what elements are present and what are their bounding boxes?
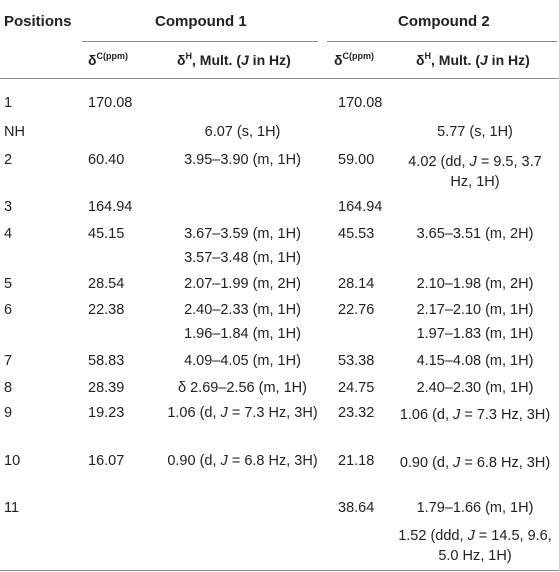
compound-1-underline <box>82 41 318 42</box>
table-cell-c1: 28.54 <box>88 276 125 292</box>
table-cell-h2: 2.40–2.30 (m, 1H) <box>416 380 534 396</box>
table-cell-c1: 19.23 <box>88 405 125 421</box>
table-cell-h1: 1.06 (d, J = 7.3 Hz, 3H) <box>167 405 318 421</box>
table-cell-position: 7 <box>4 353 13 369</box>
compound-2-underline <box>327 41 557 42</box>
table-cell-c1: 60.40 <box>88 152 125 168</box>
subheader-delta-c-1: $\delta^{C(ppm)}$ <box>88 51 128 68</box>
table-bottom-rule <box>0 570 559 571</box>
table-cell-position: 9 <box>4 405 13 421</box>
table-cell-h1: 2.07–1.99 (m, 2H) <box>184 276 301 292</box>
table-cell-position: 5 <box>4 276 13 292</box>
table-cell-c2: 22.76 <box>338 302 375 318</box>
subheader-delta-c-2: $\delta^{C(ppm)}$ <box>334 51 374 68</box>
table-cell-c2: 28.14 <box>338 276 375 292</box>
table-cell-h1: 0.90 (d, J = 6.8 Hz, 3H) <box>167 453 318 469</box>
table-cell-c2: 23.32 <box>338 405 375 421</box>
table-cell-position: 6 <box>4 302 13 318</box>
table-cell-position: 11 <box>4 500 20 516</box>
table-cell-h1: 2.40–2.33 (m, 1H) <box>184 302 301 318</box>
table-cell-position: 2 <box>4 152 13 168</box>
subheader-delta-h-2: $\delta^H$, Mult. (J in Hz) <box>416 51 530 68</box>
table-cell-c2: 170.08 <box>338 95 383 111</box>
table-cell-h2: 4.15–4.08 (m, 1H) <box>416 353 534 369</box>
table-cell-c2: 59.00 <box>338 152 375 168</box>
subheader-delta-h-1: $\delta^H$, Mult. (J in Hz) <box>177 51 291 68</box>
table-cell-c2: 53.38 <box>338 353 375 369</box>
table-cell-position: NH <box>4 124 25 140</box>
table-cell-h2: 2.17–2.10 (m, 1H) <box>416 302 534 318</box>
table-cell-h1: 3.57–3.48 (m, 1H) <box>184 250 301 266</box>
table-cell-position: 4 <box>4 226 13 242</box>
table-cell-position: 10 <box>4 453 21 469</box>
table-cell-h1: 6.07 (s, 1H) <box>204 124 281 140</box>
table-cell-h2: 5.77 (s, 1H) <box>437 124 513 140</box>
table-cell-c1: 28.39 <box>88 380 125 396</box>
column-header-compound-1: Compound 1 <box>155 13 247 30</box>
column-header-positions: Positions <box>4 13 72 30</box>
table-cell-h2: 4.02 (dd, J = 9.5, 3.7 Hz, 1H) <box>408 154 542 190</box>
table-cell-c2: 21.18 <box>338 453 375 469</box>
table-cell-h2: 0.90 (d, J = 6.8 Hz, 3H) <box>399 455 551 471</box>
table-cell-h1: 4.09–4.05 (m, 1H) <box>184 353 301 369</box>
table-cell-position: 3 <box>4 199 13 215</box>
table-cell-c2: 24.75 <box>338 380 375 396</box>
table-cell-c1: 58.83 <box>88 353 125 369</box>
table-cell-c2: 45.53 <box>338 226 375 242</box>
table-cell-position: 1 <box>4 95 13 111</box>
table-cell-c1: 45.15 <box>88 226 125 242</box>
table-cell-h2: 1.97–1.83 (m, 1H) <box>416 326 534 342</box>
table-cell-h1: 3.95–3.90 (m, 1H) <box>184 152 301 168</box>
table-cell-position: 8 <box>4 380 13 396</box>
table-cell-h1: 3.67–3.59 (m, 1H) <box>184 226 301 242</box>
table-cell-h2: 2.10–1.98 (m, 2H) <box>416 276 534 292</box>
column-header-compound-2: Compound 2 <box>398 13 490 30</box>
table-cell-c1: 16.07 <box>88 453 125 469</box>
table-cell-h2: 1.52 (ddd, J = 14.5, 9.6, 5.0 Hz, 1H) <box>398 528 552 564</box>
table-cell-h2: 1.79–1.66 (m, 1H) <box>416 500 534 516</box>
table-cell-h1: 1.96–1.84 (m, 1H) <box>184 326 301 342</box>
table-cell-c1: 170.08 <box>88 95 133 111</box>
table-cell-h1: δ 2.69–2.56 (m, 1H) <box>178 380 307 396</box>
header-bottom-rule <box>0 78 559 79</box>
table-cell-c2: 164.94 <box>338 199 383 215</box>
table-cell-h2: 3.65–3.51 (m, 2H) <box>416 226 534 242</box>
table-cell-c1: 164.94 <box>88 199 133 215</box>
table-cell-c1: 22.38 <box>88 302 125 318</box>
table-cell-h2: 1.06 (d, J = 7.3 Hz, 3H) <box>399 407 551 423</box>
table-cell-c2: 38.64 <box>338 500 375 516</box>
